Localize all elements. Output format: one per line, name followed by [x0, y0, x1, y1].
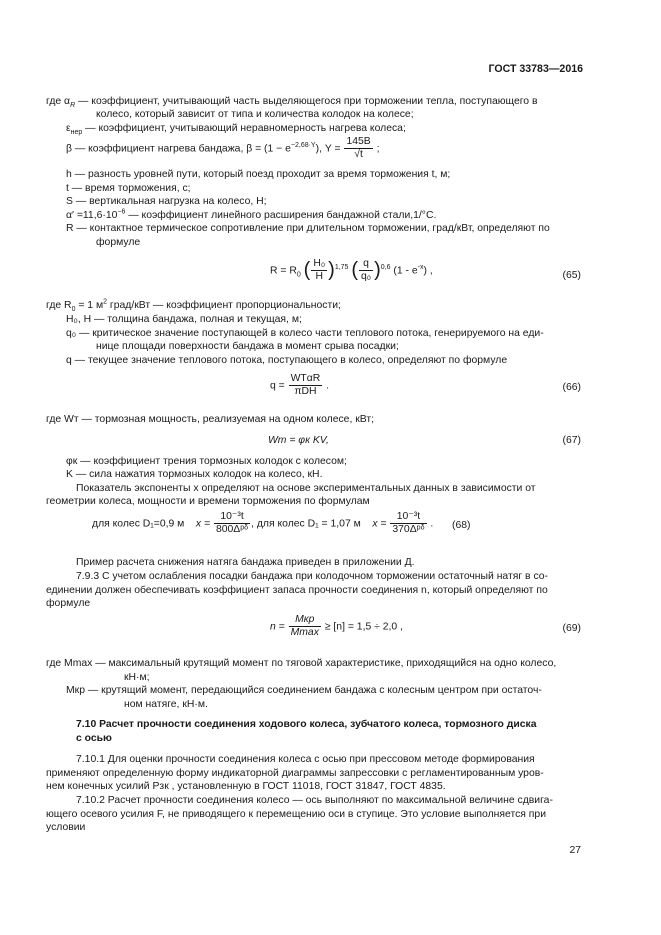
text-line: h — разность уровней пути, который поезд проходит за время торможения t, м; [66, 169, 451, 180]
formula-66: q = $\frac{\text{WTαR}}{\text{πDH}}$ . [270, 373, 330, 397]
text-line: нем конечных усилий Pзк , установленную в ГОСТ 11018, ГОСТ 31847, ГОСТ 4835. [46, 781, 446, 792]
text-line: ном натяге, кН·м. [124, 699, 208, 710]
equation-number: (67) [562, 435, 581, 446]
text-line: $\varepsilon_{нер}$ — коэффициент, учитывающий неравномерность нагрева колеса; [66, 123, 406, 137]
text-line: единении должен обеспечивать коэффициент запаса прочности соединения n, который определяют по [46, 585, 548, 596]
text-line: Mкр — крутящий момент, передающийся соединением бандажа с колесным центром при остаточ- [66, 685, 542, 696]
page-number: 27 [569, 845, 581, 856]
text-line: 7.10.2 Расчет прочности соединения колесо — ось выполняют по максимальной величине сдвига- [76, 795, 553, 806]
text-line: Пример расчета снижения натяга бандажа приведен в приложении Д. [76, 557, 415, 568]
text-line: где $\alpha_R$ — коэффициент, учитывающий часть выделяющегося при торможении тепла, поступающего в [46, 96, 538, 110]
text-line: применяют определенную форму индикаторной диаграммы запрессовки с регламентированным уров- [46, 768, 544, 779]
formula-69: n = $\frac{\text{Mкр}}{Mmax}$ ≥ [n] = 1,5 ÷ 2,0 , [270, 614, 403, 638]
equation-number: (65) [562, 270, 581, 281]
formula-68: для колес D₁=0,9 м x = $\frac{\text{10⁻³t}}{\text{800Δᵖᵟ}}$ , для колес D₁ = 1,07 м x = $\frac{\text{10⁻³t}}{\text{370Δᵖᵟ}}$ . [92, 511, 434, 535]
text-line: S — вертикальная нагрузка на колесо, Н; [66, 196, 267, 207]
text-line: где Mmax — максимальный крутящий момент по тяговой характеристике, приходящийся на одно колесо, [46, 658, 557, 669]
section-heading: 7.10 Расчет прочности соединения ходового колеса, зубчатого колеса, тормозного диска [76, 719, 537, 730]
equation-number: (68) [452, 520, 471, 531]
equation-number: (66) [562, 382, 581, 393]
text-line: Показатель экспоненты x определяют на основе экспериментальных данных в зависимости от [76, 483, 536, 494]
standard-header: ГОСТ 33783—2016 [488, 63, 583, 75]
text-line: условии [46, 822, 86, 833]
text-line: формуле [96, 237, 141, 248]
text-line: R — контактное термическое сопротивление при длительном торможении, град/кВт, определяют по [66, 223, 550, 234]
text-line: φк — коэффициент трения тормозных колодок с колесом; [66, 456, 347, 467]
text-line: геометрии колеса, мощности и времени торможения по формулам [46, 496, 370, 507]
text-line: q — текущее значение теплового потока, поступающего в колесо, определяют по формуле [66, 355, 508, 366]
text-line: β — коэффициент нагрева бандажа, $\beta = (1 - e^{-2,68\cdot Y})$, Y = $\frac{145B}{√t}$ ; [66, 136, 380, 160]
text-line: 7.9.3 С учетом ослабления посадки бандажа при колодочном торможении остаточный натяг в со- [76, 571, 549, 582]
text-line: формуле [46, 598, 91, 609]
text-line: H₀, H — толщина бандажа, полная и текущая, м; [66, 314, 302, 325]
text-line: нице площади поверхности бандажа в момент срыва посадки; [96, 341, 399, 352]
text-line: где Wт — тормозная мощность, реализуемая на одном колесе, кВт; [46, 414, 374, 425]
text-line: q₀ — критическое значение поступающей в колесо части теплового потока, генерируемого на еди- [66, 328, 544, 339]
text-line: кН·м; [124, 672, 150, 683]
formula-65: $R = R_0$ ( $\frac{\text{H₀}}{H}$ )$^{1,75}$ ( $\frac{q}{\text{q₀}}$ )$^{0,6}$ $(1 - e^{-x})$ , [270, 258, 433, 282]
text-line: t — время торможения, с; [66, 183, 191, 194]
text-line: K — сила нажатия тормозных колодок на колесо, кН. [66, 469, 323, 480]
text-line: $\alpha' =11,6\cdot 10^{-6}$ — коэффициент линейного расширения бандажной стали,1/°С. [66, 208, 437, 221]
text-line: колесо, который зависит от типа и количества колодок на колесе; [96, 109, 414, 120]
text-line: 7.10.1 Для оценки прочности соединения колеса с осью при прессовом методе формирования [76, 754, 535, 765]
section-heading-cont: с осью [76, 733, 112, 744]
equation-number: (69) [562, 623, 581, 634]
formula-67: Wт = φк KV, [268, 435, 329, 446]
text-line: где $R_0 = 1$ $м^2$ град/кВт — коэффициент пропорциональности; [46, 298, 341, 314]
text-line: ющего осевого усилия F, не приводящего к перемещению оси в ступице. Это условие выполняется при [46, 809, 547, 820]
